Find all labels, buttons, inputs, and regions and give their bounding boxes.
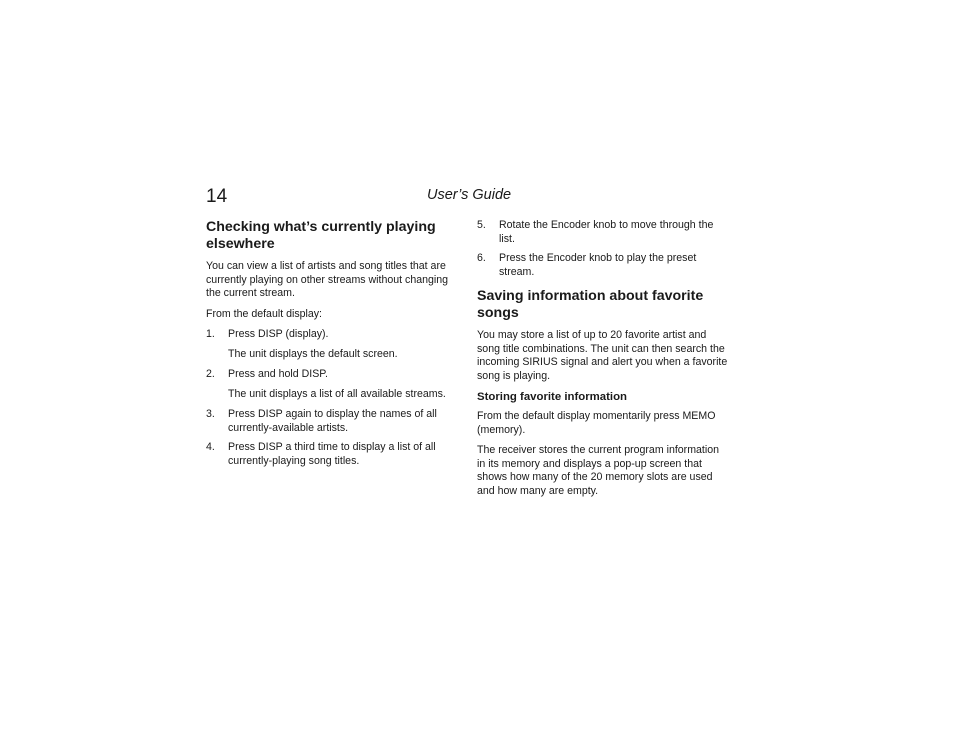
step-text: Press the Encoder knob to play the preset stream. — [499, 252, 697, 278]
step-number: 2. — [206, 368, 215, 380]
saving-intro: You may store a list of up to 20 favorite artist and song title combinations. The unit can then search the incoming SIRIUS signal and alert you when a favorite song is playing. — [477, 329, 728, 382]
list-item — [477, 252, 729, 279]
from-default-text: From the default display: — [206, 307, 322, 320]
list-item — [206, 328, 458, 342]
step-text: Press DISP (display). — [228, 328, 329, 340]
step-text: Rotate the Encoder knob to move through the list. — [499, 219, 714, 245]
section-heading-saving: Saving information about favorite songs — [477, 288, 704, 321]
intro-paragraph: You can view a list of artists and song titles that are currently playing on other streams without changing the current stream. — [206, 260, 449, 299]
receiver-description: The receiver stores the current program information in its memory and displays a pop-up screen that shows how many of the 20 memory slots are used and how many are empty. — [477, 444, 719, 497]
step-number: 6. — [477, 252, 486, 264]
step-number: 5. — [477, 219, 486, 231]
section-heading-checking: Checking what’s currently playing elsewhere — [206, 219, 436, 252]
step-number: 1. — [206, 328, 215, 340]
step-text: Press DISP again to display the names of all currently-available artists. — [228, 408, 437, 434]
list-item — [206, 368, 458, 382]
step-note: The unit displays the default screen. — [228, 347, 398, 360]
list-item — [206, 408, 458, 435]
step-number: 3. — [206, 408, 215, 420]
step-text: Press DISP a third time to display a list of all currently-playing song titles. — [228, 441, 436, 467]
left-column — [206, 219, 458, 474]
step-text: Press and hold DISP. — [228, 368, 328, 380]
subheading-storing: Storing favorite information — [477, 391, 627, 403]
running-header: User’s Guide — [427, 187, 512, 203]
list-item — [477, 219, 729, 246]
memo-instruction: From the default display momentarily press MEMO (memory). — [477, 410, 716, 436]
list-item — [206, 441, 458, 468]
step-note: The unit displays a list of all available streams. — [228, 387, 446, 400]
page-number: 14 — [206, 186, 228, 207]
right-column — [477, 219, 729, 505]
step-number: 4. — [206, 441, 215, 453]
